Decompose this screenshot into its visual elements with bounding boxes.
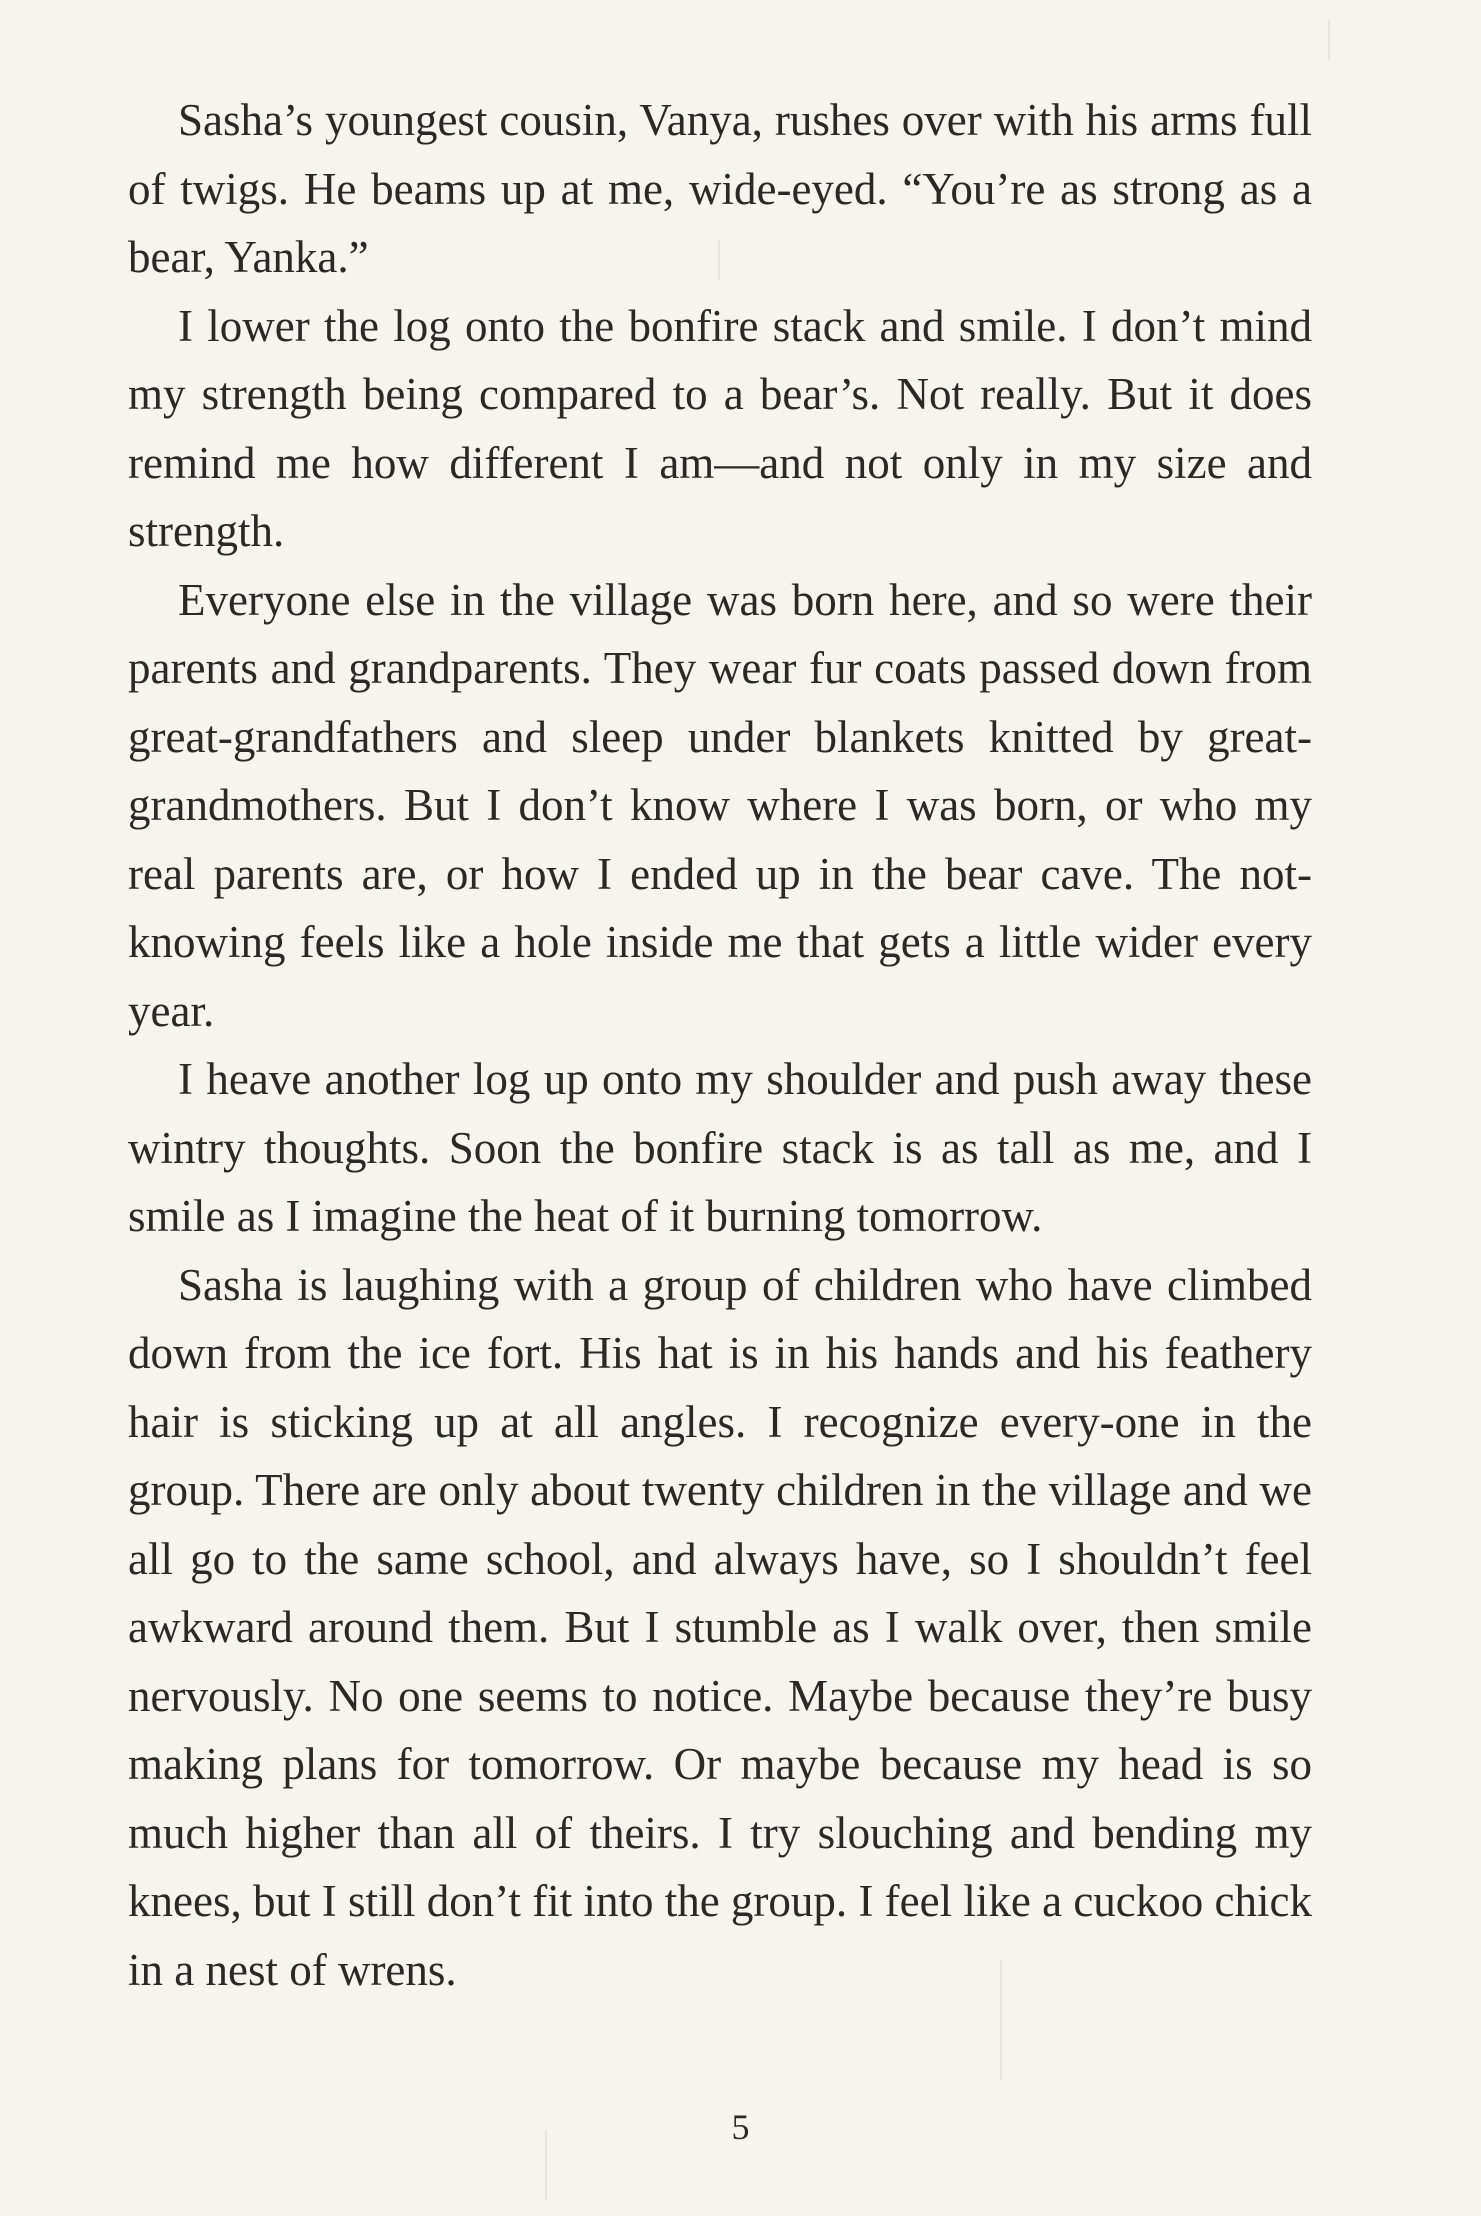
scan-streak xyxy=(1328,20,1330,60)
paragraph-3: Everyone else in the village was born here, and so were their parents and grandparents. They wear fur coats passed down from great-grandfathers and sleep under blankets knitted by great-grandmothers. But I don’t know where I was born, or who my real parents are, or how I ended up in the bear cave. The not-knowing feels like a hole inside me that gets a little wider every year. xyxy=(128,574,1312,1036)
body-text xyxy=(128,86,1312,2004)
page-number: 5 xyxy=(731,2107,750,2147)
paragraph-1: Sasha’s youngest cousin, Vanya, rushes over with his arms full of twigs. He beams up at me, wide-eyed. “You’re as strong as a bear, Yanka.” xyxy=(128,95,1312,282)
paragraph-4: I heave another log up onto my shoulder and push away these wintry thoughts. Soon the bonfire stack is as tall as me, and I smile as I imagine the heat of it burning tomorrow. xyxy=(128,1054,1312,1241)
paragraph-5: Sasha is laughing with a group of children who have climbed down from the ice fort. His hat is in his hands and his feathery hair is sticking up at all angles. I recognize every-one in the group. There are only about twenty children in the village and we all go to the same school, and always have, so I shouldn’t feel awkward around them. But I stumble as I walk over, then smile nervously. No one seems to notice. Maybe because they’re busy making plans for tomorrow. Or maybe because my head is so much higher than all of theirs. I try slouching and bending my knees, but I still don’t fit into the group. I feel like a cuckoo chick in a nest of wrens. xyxy=(128,1259,1312,1995)
paragraph-2: I lower the log onto the bonfire stack and smile. I don’t mind my strength being compared to a bear’s. Not really. But it does remind me how different I am—and not only in my size and strength. xyxy=(128,300,1312,556)
